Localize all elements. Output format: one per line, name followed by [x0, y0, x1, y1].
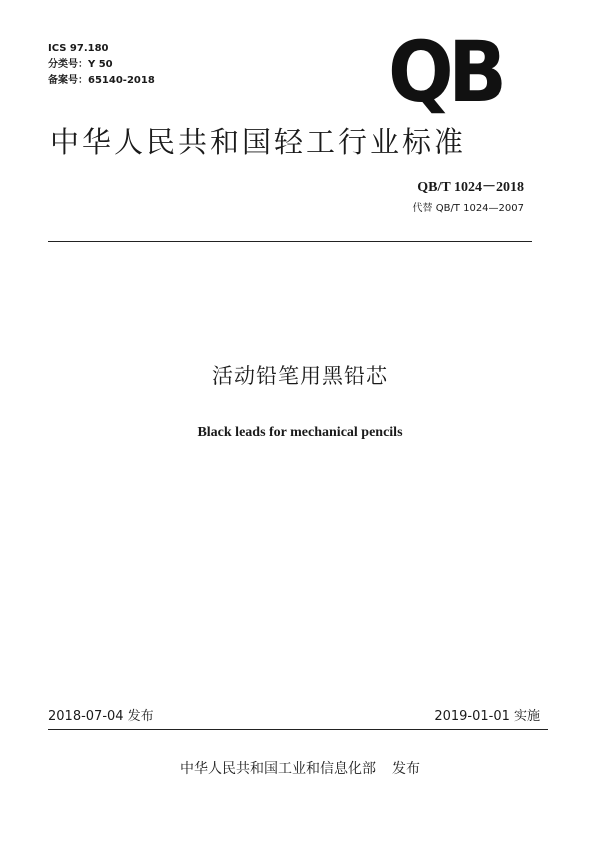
qb-logo: QB — [388, 23, 502, 121]
header-divider — [48, 241, 532, 242]
document-title-english: Black leads for mechanical pencils — [197, 425, 403, 440]
classification-code: 分类号：Y 50 — [48, 59, 113, 70]
footer-divider — [48, 729, 548, 730]
issuing-authority — [0, 759, 600, 779]
issuer-action: 发布 — [392, 761, 420, 777]
issuer-name: 中华人民共和国工业和信息化部 — [180, 761, 376, 777]
filing-number: 备案号：65140-2018 — [48, 75, 155, 86]
replaces-standard: 代替 QB/T 1024—2007 — [412, 203, 524, 214]
classification-block — [48, 41, 155, 89]
ics-code: ICS 97.180 — [48, 43, 109, 54]
standard-number-text: QB/T 1024－2018 — [417, 180, 524, 195]
issue-date: 2018-07-04 发布 — [48, 709, 154, 724]
industry-standard-title: 中华人民共和国轻工行业标准 — [50, 125, 467, 159]
standard-number — [417, 179, 524, 197]
implementation-date: 2019-01-01 实施 — [434, 709, 540, 724]
document-title-chinese: 活动铅笔用黑铅芯 — [212, 364, 388, 388]
